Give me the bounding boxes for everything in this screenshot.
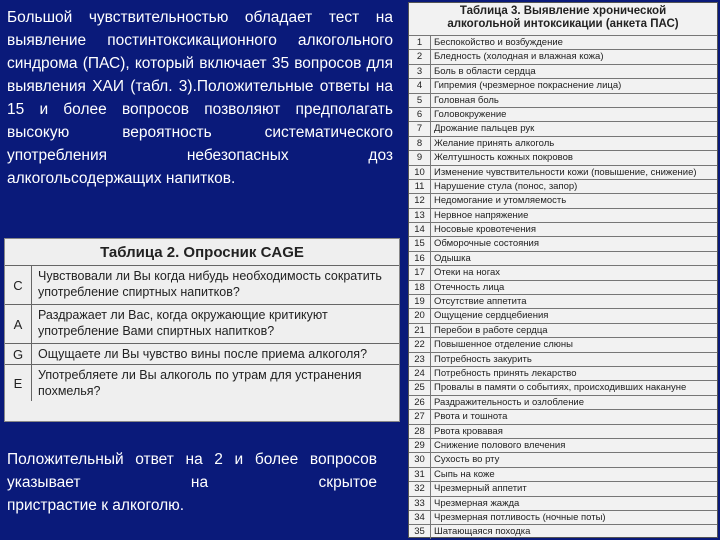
- pas-row: [409, 208, 717, 222]
- pas-row-number: 10: [409, 166, 431, 179]
- pas-row-number: 31: [409, 468, 431, 481]
- cage-row: [5, 265, 399, 304]
- pas-row: [409, 395, 717, 409]
- pas-row-text: Беспокойство и возбуждение: [434, 37, 563, 48]
- pas-row: [409, 64, 717, 78]
- pas-row-number: 34: [409, 511, 431, 524]
- pas-row-text: Чрезмерный аппетит: [434, 483, 527, 495]
- pas-row-text: Сухость во рту: [434, 454, 500, 466]
- pas-row: [409, 409, 717, 423]
- cage-table-title: Таблица 2. Опросник CAGE: [100, 244, 304, 261]
- pas-row: [409, 294, 717, 308]
- pas-row-text: Носовые кровотечения: [434, 224, 536, 236]
- pas-row-number: 3: [409, 65, 431, 78]
- pas-row-number: 15: [409, 237, 431, 250]
- pas-row: [409, 165, 717, 179]
- pas-row-text: Недомогание и утомляемость: [434, 195, 567, 207]
- pas-row-number: 25: [409, 381, 431, 394]
- pas-row-number: 7: [409, 122, 431, 135]
- pas-row-text: Сыпь на коже: [434, 468, 495, 480]
- pas-row-number: 9: [409, 151, 431, 164]
- pas-row: [409, 496, 717, 510]
- pas-row: [409, 121, 717, 135]
- pas-row-number: 21: [409, 324, 431, 337]
- pas-row-number: 32: [409, 482, 431, 495]
- pas-row: [409, 366, 717, 380]
- cage-letter: G: [5, 344, 32, 364]
- pas-row-text: Рвота кровавая: [434, 425, 503, 437]
- pas-row-text: Обморочные состояния: [434, 238, 540, 250]
- pas-row-text: Отеки на ногах: [434, 267, 501, 279]
- pas-row-number: 12: [409, 194, 431, 207]
- cage-question: Ощущаете ли Вы чувство вины после приема алкоголя?: [38, 347, 368, 361]
- pas-row-number: 33: [409, 497, 431, 510]
- pas-row-number: 30: [409, 453, 431, 466]
- pas-row-text: Нервное напряжение: [434, 209, 529, 221]
- pas-table: [408, 2, 718, 538]
- conclusion-body: Положительный ответ на 2 и более вопросов указывает на скрытое: [7, 451, 377, 491]
- cage-question: Чувствовали ли Вы когда нибудь необходимость сократить употребление спиртных напитков?: [38, 269, 382, 299]
- pas-row-text: Потребность закурить: [434, 353, 532, 365]
- pas-row: [409, 481, 717, 495]
- cage-row: [5, 343, 399, 364]
- pas-row-number: 14: [409, 223, 431, 236]
- pas-row-text: Потребность принять лекарство: [434, 367, 577, 379]
- pas-row: [409, 49, 717, 63]
- pas-row-text: Ощущение сердцебиения: [434, 310, 549, 322]
- pas-row-number: 8: [409, 137, 431, 150]
- pas-row-text: Боль в области сердца: [434, 65, 536, 77]
- pas-row: [409, 510, 717, 524]
- pas-row-number: 22: [409, 338, 431, 351]
- cage-question: Употребляете ли Вы алкоголь по утрам для устранения похмелья?: [38, 368, 362, 398]
- pas-row-number: 5: [409, 94, 431, 107]
- pas-row-text: Раздражительность и озлобление: [434, 396, 585, 408]
- pas-row-text: Изменение чувствительности кожи (повышение, снижение): [434, 166, 697, 178]
- conclusion-paragraph: [7, 448, 377, 517]
- pas-row: [409, 308, 717, 322]
- pas-row-text: Отечность лица: [434, 281, 505, 293]
- pas-row-text: Желание принять алкоголь: [434, 137, 555, 149]
- pas-row: [409, 136, 717, 150]
- pas-row-text: Нарушение стула (понос, запор): [434, 180, 578, 192]
- pas-row-text: Повышенное отделение слюны: [434, 339, 574, 351]
- pas-row-number: 24: [409, 367, 431, 380]
- pas-row-number: 28: [409, 425, 431, 438]
- pas-row-text: Чрезмерная потливость (ночные поты): [434, 511, 606, 523]
- cage-table: [4, 238, 400, 422]
- cage-row: [5, 304, 399, 343]
- pas-row-text: Головная боль: [434, 94, 499, 106]
- pas-row-text: Снижение полового влечения: [434, 439, 566, 451]
- pas-row-number: 11: [409, 180, 431, 193]
- pas-row-number: 1: [409, 36, 431, 49]
- cage-letter: E: [5, 365, 32, 401]
- pas-row: [409, 424, 717, 438]
- pas-row-text: Одышка: [434, 252, 471, 264]
- pas-table-title: [409, 3, 717, 29]
- conclusion-last-line: пристрастие к алкоголю.: [7, 497, 185, 514]
- cage-question: Раздражает ли Вас, когда окружающие критикуют употребление Вами спиртных напитков?: [38, 308, 328, 338]
- pas-row: [409, 438, 717, 452]
- pas-row-number: 6: [409, 108, 431, 121]
- pas-row-text: Рвота и тошнота: [434, 411, 508, 423]
- pas-row: [409, 179, 717, 193]
- pas-row-number: 27: [409, 410, 431, 423]
- pas-row: [409, 222, 717, 236]
- pas-row: [409, 251, 717, 265]
- pas-row-number: 18: [409, 281, 431, 294]
- pas-title-line2: алкогольной интоксикации (анкета ПАС): [447, 18, 679, 30]
- cage-rows: [5, 265, 399, 421]
- pas-row-number: 29: [409, 439, 431, 452]
- pas-row: [409, 107, 717, 121]
- pas-row-text: Головокружение: [434, 108, 507, 120]
- pas-row-text: Шатающаяся походка: [434, 526, 531, 538]
- pas-row-text: Дрожание пальцев рук: [434, 123, 535, 135]
- cage-letter: C: [5, 266, 32, 304]
- pas-row-text: Отсутствие аппетита: [434, 296, 527, 308]
- intro-last-line: алкогольсодержащих напитков.: [7, 170, 236, 187]
- pas-row-text: Провалы в памяти о событиях, происходивших накануне: [434, 382, 687, 394]
- pas-row: [409, 265, 717, 279]
- pas-row: [409, 337, 717, 351]
- pas-row-number: 13: [409, 209, 431, 222]
- pas-row: [409, 78, 717, 92]
- pas-row-number: 17: [409, 266, 431, 279]
- pas-row: [409, 35, 717, 49]
- pas-row: [409, 323, 717, 337]
- pas-rows: [409, 35, 717, 537]
- pas-row: [409, 352, 717, 366]
- pas-row-number: 35: [409, 525, 431, 538]
- pas-row-number: 20: [409, 309, 431, 322]
- intro-body: Большой чувствительностью обладает тест на выявление постинтоксикационного алкогольного синдрома (ПАС), который включает 35 вопросов для выявления ХАИ (табл. 3).Положительные ответы на 15 и более вопросов позволяют предполагать высокую вероятность систематического употребления небезопасных доз: [7, 9, 393, 164]
- cage-letter: A: [5, 305, 32, 343]
- pas-row-text: Чрезмерная жажда: [434, 497, 520, 509]
- pas-row-number: 19: [409, 295, 431, 308]
- pas-row: [409, 193, 717, 207]
- pas-row: [409, 452, 717, 466]
- pas-title-line1: Таблица 3. Выявление хронической: [459, 5, 667, 17]
- pas-row-text: Желтушность кожных покровов: [434, 152, 573, 164]
- pas-row: [409, 93, 717, 107]
- pas-row: [409, 380, 717, 394]
- pas-row: [409, 280, 717, 294]
- pas-row-number: 16: [409, 252, 431, 265]
- pas-row-number: 2: [409, 50, 431, 63]
- pas-row-number: 26: [409, 396, 431, 409]
- intro-paragraph: [7, 6, 393, 190]
- pas-row-number: 23: [409, 353, 431, 366]
- pas-row-text: Гипремия (чрезмерное покраснение лица): [434, 80, 622, 92]
- pas-row: [409, 150, 717, 164]
- pas-row: [409, 524, 717, 538]
- pas-row: [409, 236, 717, 250]
- pas-row-text: Бледность (холодная и влажная кожа): [434, 51, 604, 63]
- pas-row: [409, 467, 717, 481]
- cage-row: [5, 364, 399, 401]
- pas-row-text: Перебои в работе сердца: [434, 324, 548, 336]
- pas-row-number: 4: [409, 79, 431, 92]
